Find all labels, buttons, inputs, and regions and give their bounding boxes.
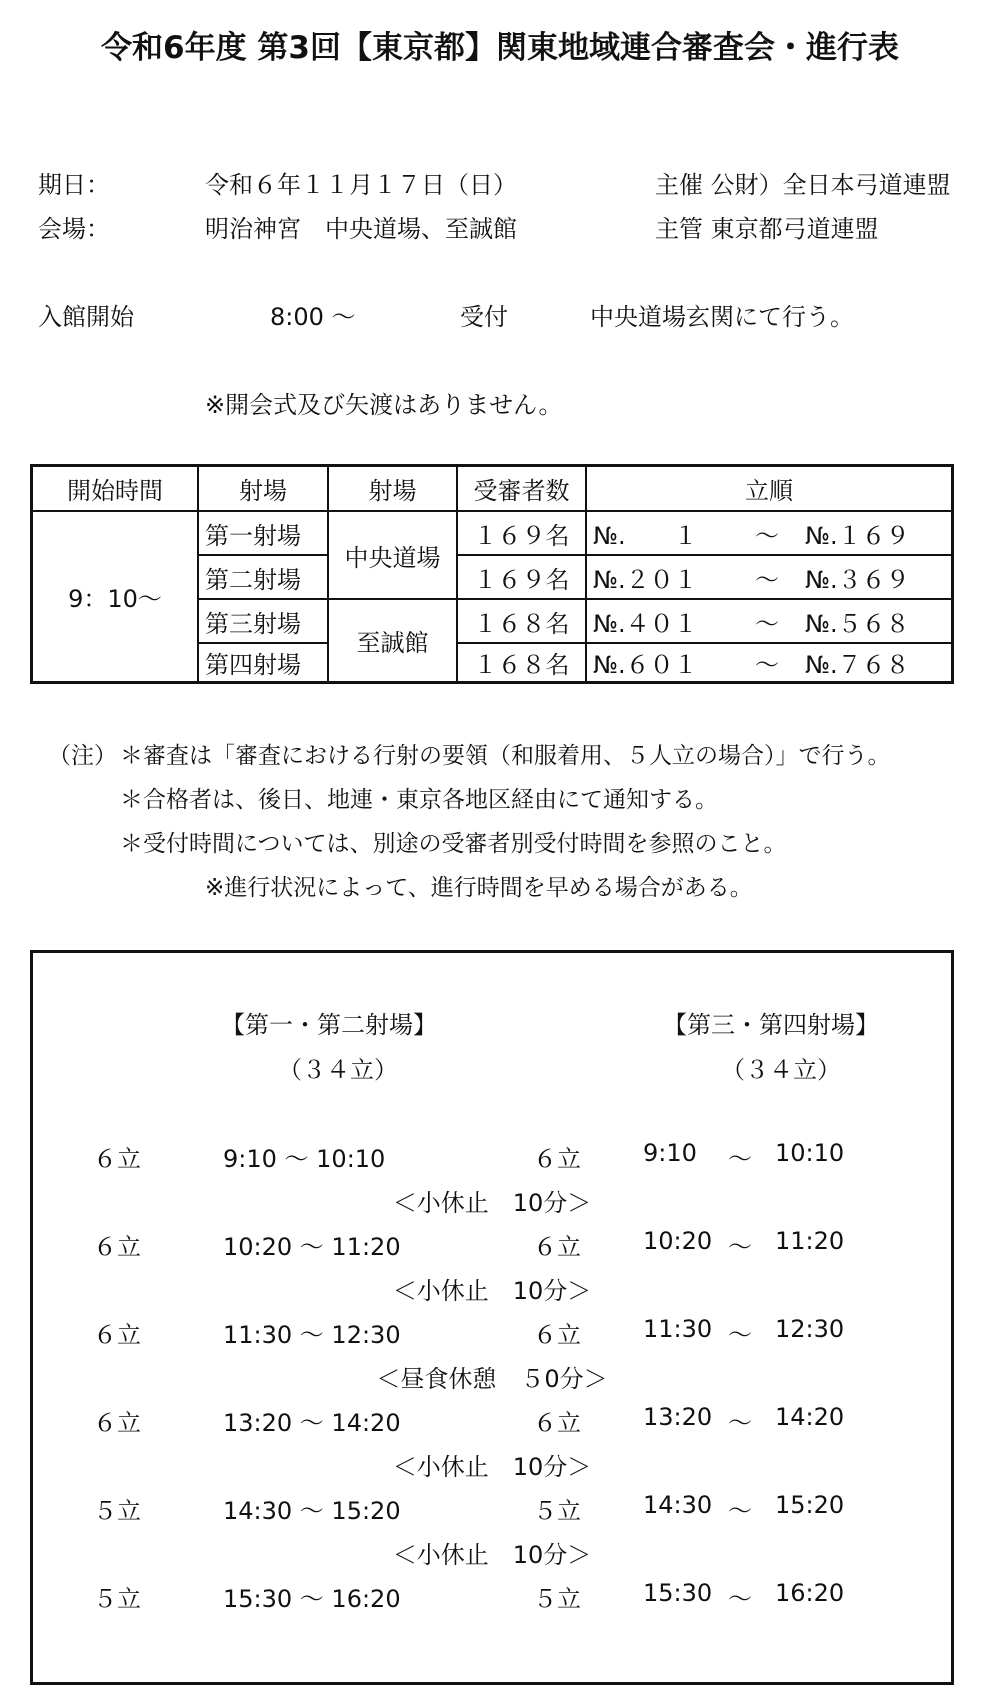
right-start-time: 14:30 [643,1491,713,1519]
left-time-range: 14:30 ～ 15:20 [223,1497,401,1525]
right-tilde: ～ [728,1321,752,1349]
right-tachi: ６立 [533,1233,581,1261]
order-from: №.２０１ [593,565,698,594]
schedule-break-row [33,1447,951,1483]
left-time-range: 10:20 ～ 11:20 [223,1233,401,1261]
break-label: ＜小休止 10分＞ [392,1453,592,1481]
right-start-time: 15:30 [643,1579,713,1607]
order-from: №.４０１ [593,609,698,638]
order-tilde: ～ [755,609,779,638]
right-tilde: ～ [728,1233,752,1261]
schedule-slot-row [33,1403,951,1439]
right-end-time: 10:10 [775,1139,845,1167]
right-start-time: 9:10 [643,1139,697,1167]
count-cell: １６９名 [473,565,570,594]
notes-prefix: （注） [48,743,117,769]
schedule-slot-row [33,1139,951,1175]
schedule-slot-row [33,1315,951,1351]
right-tilde: ～ [728,1409,752,1437]
count-cell: １６９名 [473,521,570,550]
schedule-slot-row [33,1491,951,1527]
left-group-count: （３４立） [278,1056,398,1084]
right-tachi: ６立 [533,1409,581,1437]
entry-label: 入館開始 [38,303,134,331]
header-order: 立順 [745,477,793,505]
left-group-title: 【第一・第二射場】 [221,1011,437,1039]
schedule-break-row [33,1183,951,1219]
break-label: ＜小休止 10分＞ [392,1541,592,1569]
header-venue: 射場 [368,477,417,505]
note-item: ＊受付時間については、別途の受審者別受付時間を参照のこと。 [120,831,787,857]
right-end-time: 16:20 [775,1579,845,1607]
left-tachi: ６立 [93,1409,141,1437]
reception-label: 受付 [460,303,508,331]
right-start-time: 13:20 [643,1403,713,1431]
right-tachi: ５立 [533,1585,581,1613]
venue-shiseikan: 至誠館 [356,629,429,657]
header-range: 射場 [239,477,287,505]
right-group-count: （３４立） [721,1056,841,1084]
left-tachi: ６立 [93,1233,141,1261]
order-tilde: ～ [755,651,779,679]
left-tachi: ６立 [93,1321,141,1349]
range-cell: 第三射場 [205,609,301,638]
order-tilde: ～ [755,565,779,594]
break-label: ＜小休止 10分＞ [392,1189,592,1217]
count-cell: １６８名 [473,651,570,679]
date-value: 令和６年１１月１７日（日） [205,171,517,199]
range-cell: 第四射場 [205,651,301,679]
note-remark: ※進行状況によって、進行時間を早める場合がある。 [205,875,753,901]
notice: ※開会式及び矢渡はありません。 [205,391,563,419]
schedule-slot-row [33,1227,951,1263]
left-tachi: ６立 [93,1145,141,1173]
right-tachi: ６立 [533,1321,581,1349]
right-start-time: 10:20 [643,1227,713,1255]
right-group-title: 【第三・第四射場】 [663,1011,879,1039]
page-title: 令和6年度 第3回【東京都】関東地域連合審査会・進行表 [101,30,899,66]
left-time-range: 11:30 ～ 12:30 [223,1321,401,1349]
order-from: №. １ [593,521,698,550]
reception-value: 中央道場玄関にて行う。 [590,303,854,331]
right-end-time: 15:20 [775,1491,845,1519]
organizer: 主催 公財）全日本弓道連盟 [655,171,951,199]
order-to: №.５６８ [805,609,910,638]
right-tilde: ～ [728,1497,752,1525]
right-end-time: 12:30 [775,1315,845,1343]
venue-chuo: 中央道場 [344,543,441,572]
date-label: 期日： [38,171,110,199]
schedule-break-row [33,1271,951,1307]
right-start-time: 11:30 [643,1315,713,1343]
schedule-break-row [33,1535,951,1571]
right-end-time: 11:20 [775,1227,845,1255]
schedule-slot-row [33,1579,951,1615]
order-from: №.６０１ [593,651,698,679]
header-count: 受審者数 [473,477,570,505]
range-cell: 第二射場 [205,565,301,594]
order-to: №.３６９ [805,565,910,594]
right-tachi: ５立 [533,1497,581,1525]
order-tilde: ～ [755,521,779,550]
right-tilde: ～ [728,1145,752,1173]
left-time-range: 15:30 ～ 16:20 [223,1585,401,1613]
left-time-range: 13:20 ～ 14:20 [223,1409,401,1437]
left-tachi: ５立 [93,1585,141,1613]
schedule-box [30,950,954,1685]
right-tachi: ６立 [533,1145,581,1173]
left-tachi: ５立 [93,1497,141,1525]
start-time: 9：10～ [68,585,162,613]
note-item: ＊合格者は、後日、地連・東京各地区経由にて通知する。 [120,787,718,813]
left-time-range: 9:10 ～ 10:10 [223,1145,386,1173]
count-cell: １６８名 [473,609,570,638]
venue-value: 明治神宮 中央道場、至誠館 [205,215,517,243]
note-item: ＊審査は「審査における行射の要領（和服着用、５人立の場合）」で行う。 [120,743,891,769]
schedule-break-row [33,1359,951,1395]
order-to: №.１６９ [805,521,910,550]
break-label: ＜昼食休憩 ５0分＞ [376,1365,608,1393]
right-tilde: ～ [728,1585,752,1613]
break-label: ＜小休止 10分＞ [392,1277,592,1305]
range-cell: 第一射場 [205,521,301,550]
order-to: №.７６８ [805,651,910,679]
shajo-table [30,464,954,684]
manager: 主管 東京都弓道連盟 [655,215,879,243]
header-start-time: 開始時間 [67,477,163,505]
venue-label: 会場： [38,215,110,243]
entry-time: 8:00 ～ [270,303,356,331]
right-end-time: 14:20 [775,1403,845,1431]
